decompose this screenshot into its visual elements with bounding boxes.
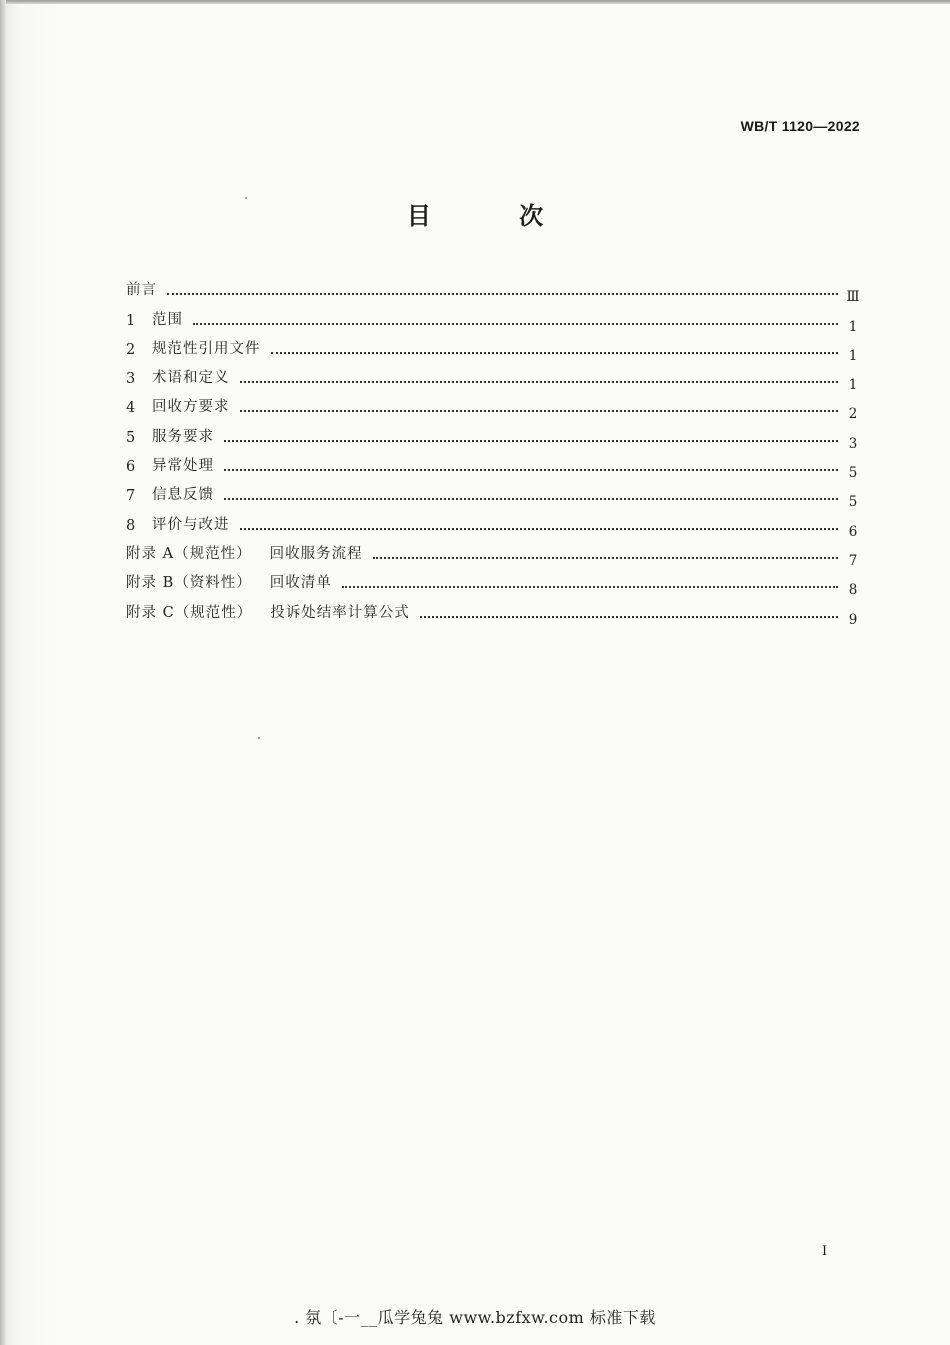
toc-entry-label bbox=[152, 308, 183, 329]
toc-dot-leader bbox=[271, 352, 839, 354]
toc-entry-title: 异常处理 bbox=[152, 458, 214, 475]
toc-entry-number: 5 bbox=[126, 429, 136, 446]
toc-entry[interactable] bbox=[126, 504, 860, 540]
toc-dot-leader bbox=[373, 557, 838, 559]
toc-entry-label bbox=[152, 366, 230, 387]
toc-entry-label bbox=[126, 542, 363, 563]
toc-entry-page: 5 bbox=[848, 494, 858, 511]
toc-dot-leader bbox=[224, 469, 838, 471]
toc-dot-leader bbox=[240, 528, 839, 530]
toc-entry-title: 术语和定义 bbox=[152, 370, 230, 387]
toc-title: 目 次 bbox=[406, 202, 584, 230]
toc-entry-title: 信息反馈 bbox=[152, 487, 214, 504]
toc-entry-title: 规范性引用文件 bbox=[152, 340, 261, 357]
toc-dot-leader bbox=[342, 586, 838, 588]
scan-top-edge bbox=[0, 0, 950, 4]
standard-code: WB/T 1120—2022 bbox=[740, 118, 860, 134]
toc-dot-leader bbox=[240, 381, 839, 383]
toc-entry-label bbox=[152, 454, 214, 475]
toc-entry-page: 7 bbox=[848, 552, 858, 569]
toc-entry-page: 5 bbox=[848, 465, 858, 482]
toc-entry-label bbox=[152, 425, 214, 446]
scan-speck bbox=[258, 737, 260, 739]
toc-entry[interactable] bbox=[126, 387, 860, 423]
toc-dot-leader bbox=[193, 323, 838, 325]
toc-entry[interactable] bbox=[126, 299, 860, 335]
toc-dot-leader bbox=[224, 440, 838, 442]
toc-entry-page: 1 bbox=[848, 347, 858, 364]
toc-dot-leader bbox=[167, 293, 838, 295]
toc-entry-subtitle: 回收服务流程 bbox=[269, 545, 363, 562]
toc-entry-page: 6 bbox=[848, 523, 858, 540]
toc-entry-title: 前言 bbox=[126, 282, 157, 299]
toc-entry-label bbox=[152, 483, 214, 504]
toc-entry-number: 8 bbox=[126, 517, 136, 534]
toc-entry-page: 8 bbox=[848, 582, 858, 599]
toc-entry-title: 范围 bbox=[152, 311, 183, 328]
toc-entry-number: 3 bbox=[126, 371, 136, 388]
toc-entry[interactable] bbox=[126, 592, 860, 628]
toc-entry-label bbox=[126, 571, 332, 592]
toc-dot-leader bbox=[240, 410, 839, 412]
toc-entry-label bbox=[152, 337, 261, 358]
toc-entry-page: 1 bbox=[848, 318, 858, 335]
toc-entry-title: 评价与改进 bbox=[152, 516, 230, 533]
toc-dot-leader bbox=[420, 616, 838, 618]
toc-entry-title: 附录 C（规范性） bbox=[126, 604, 253, 621]
toc-entry[interactable] bbox=[126, 270, 860, 306]
toc-entry-label bbox=[152, 513, 230, 534]
toc-entry[interactable] bbox=[126, 446, 860, 482]
toc-dot-leader bbox=[224, 498, 838, 500]
toc-entry-page: 1 bbox=[848, 377, 858, 394]
toc-entry-page: Ⅲ bbox=[846, 289, 860, 306]
toc-entry-page: 9 bbox=[848, 611, 858, 628]
toc-entry-number: 2 bbox=[126, 341, 136, 358]
scan-speck bbox=[245, 197, 247, 199]
toc-entry-number: 1 bbox=[126, 312, 136, 329]
table-of-contents bbox=[126, 270, 860, 628]
toc-entry-title: 附录 A（规范性） bbox=[126, 545, 252, 562]
toc-entry-label bbox=[126, 278, 157, 299]
toc-entry[interactable] bbox=[126, 416, 860, 452]
toc-entry-title: 服务要求 bbox=[152, 428, 214, 445]
toc-entry-label bbox=[126, 601, 410, 622]
toc-entry[interactable] bbox=[126, 329, 860, 364]
toc-entry-number: 6 bbox=[126, 459, 136, 476]
toc-entry-title: 附录 B（资料性） bbox=[126, 575, 252, 592]
toc-entry-title: 回收方要求 bbox=[152, 399, 230, 416]
toc-entry-label bbox=[152, 395, 230, 416]
toc-entry[interactable] bbox=[126, 563, 860, 599]
toc-entry[interactable] bbox=[126, 534, 860, 569]
toc-entry-subtitle: 回收清单 bbox=[269, 575, 332, 592]
page-number: I bbox=[822, 1244, 828, 1259]
toc-entry[interactable] bbox=[126, 475, 860, 511]
toc-entry-number: 4 bbox=[126, 400, 136, 417]
toc-entry-page: 2 bbox=[848, 406, 858, 423]
toc-entry-subtitle: 投诉处结率计算公式 bbox=[270, 604, 410, 621]
toc-entry[interactable] bbox=[126, 358, 860, 394]
toc-entry-number: 7 bbox=[126, 488, 136, 505]
watermark-text: . 氛〔-一__瓜学兔兔 www.bzfxw.com 标准下载 bbox=[294, 1308, 656, 1327]
toc-entry-page: 3 bbox=[848, 435, 858, 452]
